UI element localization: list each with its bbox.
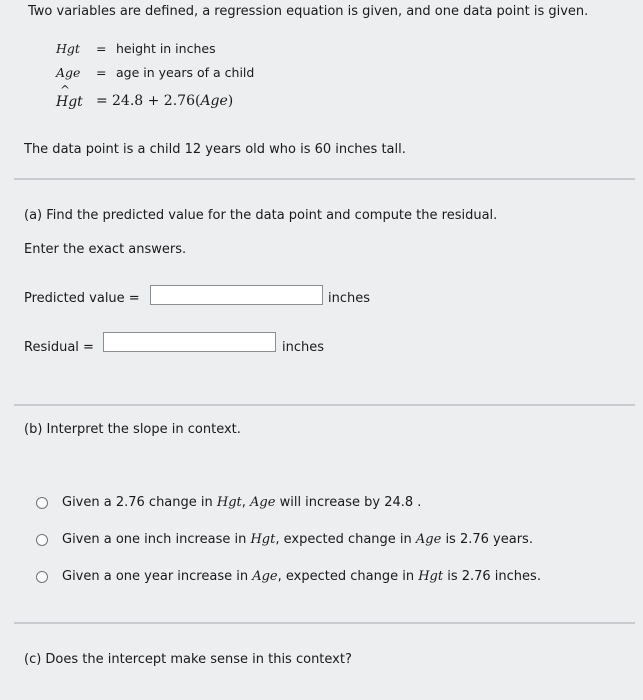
definition-var: Hgt xyxy=(56,41,80,56)
definition-desc: height in inches xyxy=(116,41,216,56)
definition-var: Age xyxy=(56,65,81,80)
definition-equals: = xyxy=(96,65,107,80)
part-b-prompt: (b) Interpret the slope in context. xyxy=(24,422,241,437)
problem-statement xyxy=(14,0,635,172)
definition-desc: age in years of a child xyxy=(116,65,255,80)
option-text: Given a one year increase in Age, expected change in Hgt is 2.76 inches. xyxy=(62,569,541,584)
equation-rhs: 24.8 + 2.76(Age) xyxy=(112,93,234,109)
definition-equals: = xyxy=(96,41,107,56)
radio-button[interactable] xyxy=(36,534,48,546)
radio-button[interactable] xyxy=(36,571,48,583)
option-text: Given a one inch increase in Hgt, expected change in Age is 2.76 years. xyxy=(62,532,533,547)
part-c-prompt: (c) Does the intercept make sense in this context? xyxy=(24,652,352,667)
option-text: Given a 2.76 change in Hgt, Age will increase by 24.8 . xyxy=(62,495,422,510)
equation-equals: = xyxy=(96,93,108,109)
radio-button[interactable] xyxy=(36,497,48,509)
part-a-instruction: Enter the exact answers. xyxy=(24,242,187,257)
residual-input[interactable] xyxy=(103,332,276,352)
predicted-hgt-symbol: ^ Hgt xyxy=(56,94,83,110)
problem-heading: Two variables are defined, a regression equation is given, and one data point is given. xyxy=(28,4,589,19)
part-a xyxy=(14,178,635,398)
residual-unit: inches xyxy=(282,340,325,355)
part-a-prompt: (a) Find the predicted value for the data point and compute the residual. xyxy=(24,208,498,223)
part-c xyxy=(14,622,635,700)
predicted-unit: inches xyxy=(328,291,371,306)
residual-label: Residual = xyxy=(24,340,94,355)
predicted-value-label: Predicted value = xyxy=(24,291,140,306)
data-point-text: The data point is a child 12 years old who is 60 inches tall. xyxy=(24,142,406,157)
predicted-value-input[interactable] xyxy=(150,285,323,305)
part-b xyxy=(14,404,635,616)
